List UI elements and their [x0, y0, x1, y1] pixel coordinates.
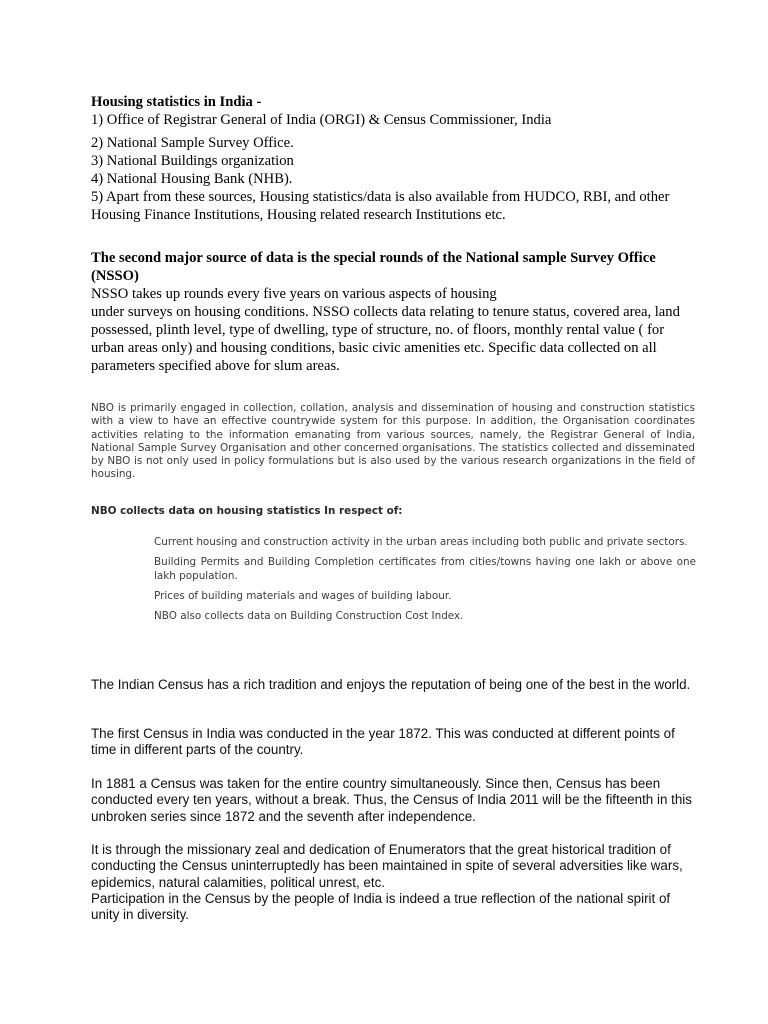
housing-sources-section: [91, 93, 691, 224]
source-item: 4) National Housing Bank (NHB).: [91, 171, 293, 187]
census-paragraph: The Indian Census has a rich tradition and enjoys the reputation of being one of the best in the world.: [91, 677, 691, 692]
nsso-body: under surveys on housing conditions. NSSO collects data relating to tenure status, covered area, land possessed, plinth level, type of dwelling, type of structure, no. of floors, monthly rental value ( for urban areas only) and housing conditions, basic civic amenities etc. Specific data collected on all parameters specified above for slum areas.: [91, 304, 680, 374]
nsso-heading: The second major source of data is the special rounds of the National sample Survey Office (NSSO): [91, 250, 656, 284]
nsso-line: NSSO takes up rounds every five years on various aspects of housing: [91, 286, 497, 302]
section-title: Housing statistics in India -: [91, 94, 262, 110]
nsso-section: [91, 249, 687, 375]
nbo-data-list: [154, 535, 696, 629]
list-item: Prices of building materials and wages of building labour.: [154, 590, 452, 602]
source-item: 5) Apart from these sources, Housing statistics/data is also available from HUDCO, RBI, and other Housing Finance Institutions, Housing related research Institutions etc.: [91, 189, 670, 223]
census-paragraph: It is through the missionary zeal and dedication of Enumerators that the great historical tradition of conducting the Census uninterruptedly has been maintained in spite of several adversities like wars, epidemics, natural calamities, political unrest, etc.: [91, 842, 683, 890]
source-item: 2) National Sample Survey Office.: [91, 135, 294, 151]
nbo-intro-paragraph: NBO is primarily engaged in collection, collation, analysis and dissemination of housing and construction statistics with a view to have an effective countrywide system for this purpose. In addition, the Organisation coordinates activities relating to the information emanating from various sources, namely, the Registrar General of India, National Sample Survey Organisation and other concerned organisations. The statistics collected and disseminated by NBO is not only used in policy formulations but is also used by the various research organizations in the field of housing.: [91, 402, 695, 481]
source-item: 3) National Buildings organization: [91, 153, 294, 169]
list-item: Current housing and construction activity in the urban areas including both public and private sectors.: [154, 536, 688, 548]
census-paragraph: In 1881 a Census was taken for the entire country simultaneously. Since then, Census has been conducted every ten years, without a break. Thus, the Census of India 2011 will be the fifteenth in this unbroken series since 1872 and the seventh after independence.: [91, 776, 692, 824]
nbo-list-heading: NBO collects data on housing statistics In respect of:: [91, 505, 403, 517]
source-item: 1) Office of Registrar General of India (ORGI) & Census Commissioner, India: [91, 112, 552, 128]
census-paragraph: Participation in the Census by the people of India is indeed a true reflection of the national spirit of unity in diversity.: [91, 891, 671, 923]
list-item: NBO also collects data on Building Construction Cost Index.: [154, 610, 464, 622]
census-paragraph: The first Census in India was conducted in the year 1872. This was conducted at different points of time in different parts of the country.: [91, 726, 675, 758]
list-item: Building Permits and Building Completion certificates from cities/towns having one lakh or above one lakh population.: [154, 556, 696, 582]
